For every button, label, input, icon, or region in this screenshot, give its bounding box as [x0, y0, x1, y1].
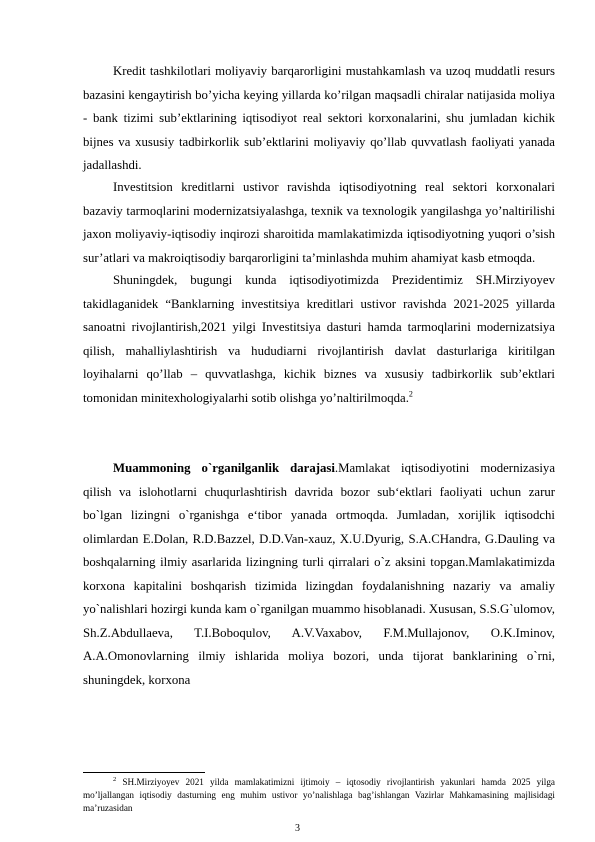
page-number: 3 — [295, 823, 300, 834]
footnote-text: SH.Mirziyoyev 2021 yilda mamlakatimizni ijtimoiy – iqtosodiy rivojlantirish yakunlari hamda 2025 yilga mo’ljallangan iqtisodiy dasturning eng muhim ustivor yo’nalishlaga bag’ishlangan Vazirlar Mahkamasining majlisidagi ma’ruzasidan — [83, 777, 555, 813]
section-heading-inline: Muammoning o`rganilganlik darajasi — [113, 461, 335, 475]
paragraph-president-quote — [83, 269, 555, 410]
footnote-number: 2 — [113, 775, 117, 783]
paragraph-credit-organizations — [83, 60, 555, 178]
paragraph-text: Shuningdek, bugungi kunda iqtisodiyotimizda Prezidentimiz SH.Mirziyoyev takidlaganidek “Banklarning investitsiya kreditlari ustivor ravishda 2021-2025 yillarda sanoatni rivojlantirish,2021 yilgi Investitsiya dasturi hamda tarmoqlarini modernizatsiya qilish, mahalliylashtirish va hududiarni rivojlantirish davlat dasturlariga kiritilgan loyihalarni qo’llab – quvvatlashga, kichik biznes va xususiy tadbirkorlik sub’ektlari tomonidan minitexhologiyalarhi sotib olishga yo’naltirilmoqda. — [83, 273, 555, 405]
paragraph-research-degree — [83, 457, 555, 692]
footnote-reference[interactable]: 2 — [408, 389, 413, 399]
paragraph-investment-credits — [83, 176, 555, 270]
footnote — [83, 776, 555, 814]
footnote-separator — [83, 772, 205, 773]
paragraph-text: Kredit tashkilotlari moliyaviy barqarorligini mustahkamlash va uzoq muddatli resurs bazasini kengaytirish bo’yicha keying yillarda ko’rilgan maqsadli chiralar natijasida moliya - bank tizimi sub’ektlarining iqtisodiyot real sektori korxonalarini, shu jumladan kichik bijnes va xususiy tadbirkorlik sub’ektlarini moliyaviy qo’llab quvvatlash faoliyati yanada jadallashdi. — [83, 64, 555, 172]
paragraph-text: .Mamlakat iqtisodiyotini modernizasiya qilish va islohotlarni chuqurlashtirish davrida bozor sub‘ektlari faoliyati uchun zarur bo`lgan lizingni o`rganishga e‘tibor yanada ortmoqda. Jumladan, xorijlik iqtisodchi olimlardan E.Dolan, R.D.Bazzel, D.D.Van-xauz, X.U.Dyurig, S.A.CHandra, G.Dauling va boshqalarning ilmiy asarlarida lizingning turli qirralari o`z aksini topgan.Mamlakatimizda korxona kapitalini boshqarish tizimida lizingdan foydalanishning nazariy va amaliy yo`nalishlari hozirgi kunda kam o`rganilgan muammo hisoblanadi. Xususan, S.S.G`ulomov, Sh.Z.Abdullaeva, T.I.Boboqulov, A.V.Vaxabov, F.M.Mullajonov, O.K.Iminov, A.A.Omonovlarning ilmiy ishlarida moliya bozori, unda tijorat banklarining o`rni, shuningdek, korxona — [83, 461, 555, 687]
paragraph-text: Investitsion kreditlarni ustivor ravishda iqtisodiyotning real sektori korxonalari bazaviy tarmoqlarini modernizatsiyalashga, texnik va texnologik yangilashga yo’naltirilishi jaxon moliyaviy-iqtisodiy inqirozi sharoitida mamlakatimizda iqtisodiyotning yuqori o’sish sur’atlari va makroiqtisodiy barqarorligini ta’minlashda muhim ahamiyat kasb etmoqda. — [83, 180, 555, 265]
